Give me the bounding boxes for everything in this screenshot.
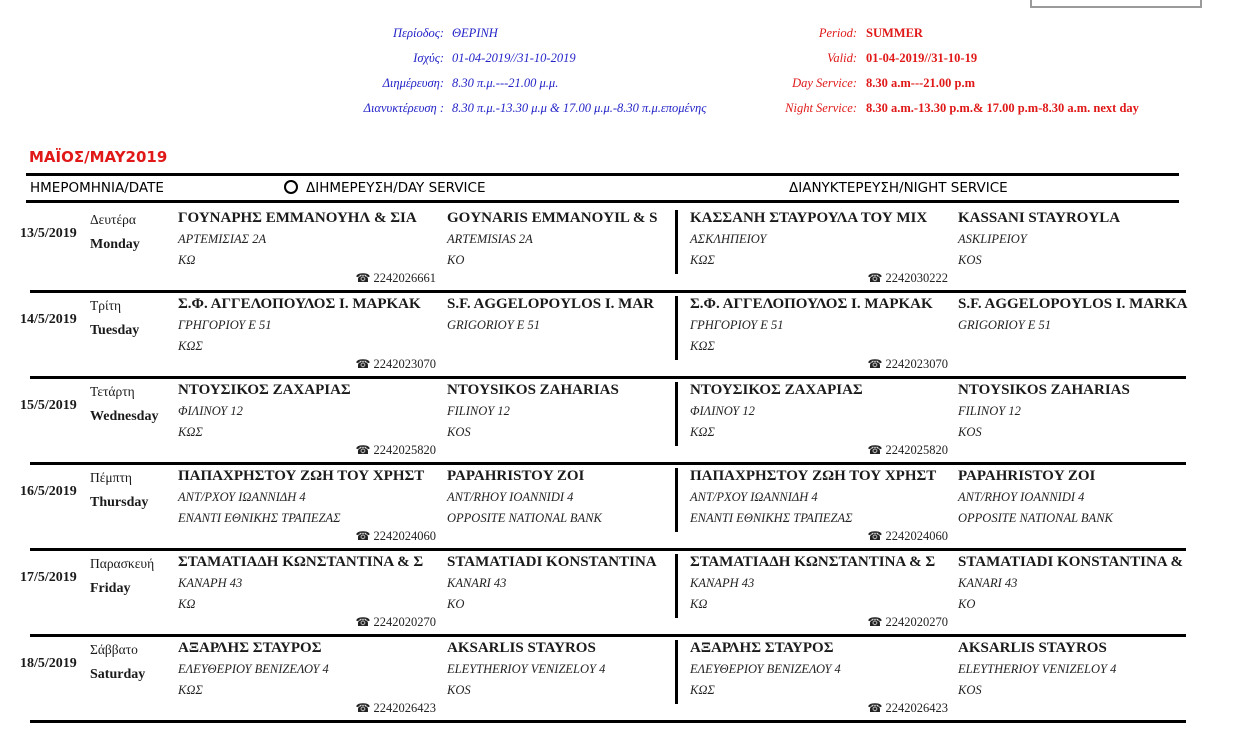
row-day-en: Monday (90, 237, 140, 252)
phone-icon: ☎ (867, 271, 883, 285)
phone-icon: ☎ (867, 615, 883, 629)
day-service-column-header (284, 180, 486, 196)
row-date: 18/5/2019 (20, 656, 77, 671)
night-label-en: Night Service: (785, 101, 857, 115)
night-label-gr: Διανυκτέρευση : (363, 101, 444, 115)
night-pharmacy-address-gr: ΑΝΤ/ΡΧΟΥ ΙΩΑΝΝΙΔΗ 4 (690, 490, 818, 504)
night-pharmacy-city-gr: ΚΩ (690, 597, 708, 611)
row-day-en: Friday (90, 581, 131, 596)
day-pharmacy-city-gr: ΚΩΣ (178, 339, 203, 353)
night-value-en: 8.30 a.m.-13.30 p.m.& 17.00 p.m-8.30 a.m. next day (866, 101, 1139, 115)
day-pharmacy-name-gr: ΠΑΠΑΧΡΗΣΤΟΥ ΖΩΗ ΤΟΥ ΧΡΗΣΤ (178, 468, 425, 484)
row-day-en: Saturday (90, 667, 146, 682)
night-pharmacy-name-gr: ΚΑΣΣΑΝΗ ΣΤΑΥΡΟΥΛΑ ΤΟΥ ΜΙΧ (690, 210, 928, 226)
night-pharmacy-address-en: ELEYTHERIOY VENIZELOY 4 (958, 662, 1117, 676)
row-day-gr: Σάββατο (90, 642, 138, 657)
row-day-gr: Δευτέρα (90, 212, 136, 227)
night-pharmacy-city-gr: ΚΩΣ (690, 683, 715, 697)
day-pharmacy-city-en: KO (447, 597, 465, 611)
phone-icon: ☎ (355, 529, 371, 543)
night-pharmacy-name-gr: Σ.Φ. ΑΓΓΕΛΟΠΟΥΛΟΣ Ι. ΜΑΡΚΑΚ (690, 296, 933, 312)
day-pharmacy-city-gr: ΚΩ (178, 597, 196, 611)
row-day-gr: Πέμπτη (90, 470, 132, 485)
row-day-gr: Τρίτη (90, 298, 122, 313)
header-bottom-rule (26, 200, 1179, 203)
day-pharmacy-phone (326, 615, 436, 630)
night-pharmacy-name-gr: ΝΤΟΥΣΙΚΟΣ ΖΑΧΑΡΙΑΣ (690, 382, 863, 398)
night-phone-number: 2242030222 (885, 271, 948, 285)
month-title: ΜΑΪΟΣ/MAY2019 (29, 148, 168, 166)
circle-icon (284, 180, 298, 194)
day-pharmacy-city-en: KOS (447, 425, 471, 439)
day-pharmacy-address-en: ELEYTHERIOY VENIZELOY 4 (447, 662, 606, 676)
phone-icon: ☎ (867, 443, 883, 457)
night-pharmacy-address-en: ANT/RHOY IOANNIDI 4 (958, 490, 1085, 504)
valid-label-en: Valid: (827, 51, 857, 65)
night-pharmacy-name-gr: ΠΑΠΑΧΡΗΣΤΟΥ ΖΩΗ ΤΟΥ ΧΡΗΣΤ (690, 468, 937, 484)
day-pharmacy-city-gr: ΕΝΑΝΤΙ ΕΘΝΙΚΗΣ ΤΡΑΠΕΖΑΣ (178, 511, 341, 525)
night-pharmacy-phone (838, 443, 948, 458)
night-pharmacy-name-en: STAMATIADI KONSTANTINA & (958, 554, 1184, 570)
day-phone-number: 2242026423 (373, 701, 436, 715)
day-pharmacy-phone (326, 701, 436, 716)
night-pharmacy-city-en: KOS (958, 253, 982, 267)
day-pharmacy-city-gr: ΚΩΣ (178, 683, 203, 697)
day-pharmacy-name-gr: ΣΤΑΜΑΤΙΑΔΗ ΚΩΝΣΤΑΝΤΙΝΑ & Σ (178, 554, 424, 570)
day-pharmacy-name-gr: ΓΟΥΝΑΡΗΣ ΕΜΜΑΝΟΥΗΛ & ΣΙΑ (178, 210, 417, 226)
night-pharmacy-address-en: ASKLIPEIOY (958, 232, 1027, 246)
night-pharmacy-city-gr: ΕΝΑΝΤΙ ΕΘΝΙΚΗΣ ΤΡΑΠΕΖΑΣ (690, 511, 853, 525)
day-pharmacy-address-gr: ΦΙΛΙΝΟΥ 12 (178, 404, 243, 418)
day-pharmacy-name-en: NTOYSIKOS ZAHARIAS (447, 382, 619, 398)
day-value-gr: 8.30 π.μ.---21.00 μ.μ. (452, 76, 559, 90)
night-pharmacy-phone (838, 529, 948, 544)
day-phone-number: 2242023070 (373, 357, 436, 371)
row-date: 15/5/2019 (20, 398, 77, 413)
day-phone-number: 2242025820 (373, 443, 436, 457)
night-pharmacy-city-gr: ΚΩΣ (690, 253, 715, 267)
night-phone-number: 2242020270 (885, 615, 948, 629)
row-rule (30, 720, 1186, 723)
day-pharmacy-address-en: GRIGORIOY E 51 (447, 318, 541, 332)
row-rule (30, 376, 1186, 379)
service-divider (675, 554, 678, 618)
row-rule (30, 290, 1186, 293)
day-pharmacy-city-en: KOS (447, 683, 471, 697)
day-phone-number: 2242026661 (373, 271, 436, 285)
top-right-box (1030, 0, 1202, 8)
night-pharmacy-phone (838, 271, 948, 286)
row-date: 16/5/2019 (20, 484, 77, 499)
night-pharmacy-name-gr: ΑΞΑΡΛΗΣ ΣΤΑΥΡΟΣ (690, 640, 834, 656)
row-day-gr: Παρασκευή (90, 556, 155, 571)
row-day-en: Wednesday (90, 409, 159, 424)
service-divider (675, 296, 678, 360)
service-divider (675, 210, 678, 274)
phone-icon: ☎ (355, 443, 371, 457)
night-value-gr: 8.30 π.μ.-13.30 μ.μ & 17.00 μ.μ.-8.30 π.μ.επομένης (452, 101, 707, 115)
period-value-en: SUMMER (866, 26, 923, 40)
day-pharmacy-city-gr: ΚΩ (178, 253, 196, 267)
row-rule (30, 548, 1186, 551)
valid-label-gr: Ισχύς: (413, 51, 444, 65)
day-pharmacy-phone (326, 357, 436, 372)
night-pharmacy-name-en: S.F. AGGELOPOYLOS I. MARKA (958, 296, 1188, 312)
day-pharmacy-address-en: FILINOY 12 (447, 404, 510, 418)
night-phone-number: 2242023070 (885, 357, 948, 371)
phone-icon: ☎ (867, 701, 883, 715)
night-pharmacy-phone (838, 701, 948, 716)
day-pharmacy-address-gr: ΑΝΤ/ΡΧΟΥ ΙΩΑΝΝΙΔΗ 4 (178, 490, 306, 504)
table-row (0, 638, 1236, 724)
night-pharmacy-name-gr: ΣΤΑΜΑΤΙΑΔΗ ΚΩΝΣΤΑΝΤΙΝΑ & Σ (690, 554, 936, 570)
day-pharmacy-name-en: S.F. AGGELOPOYLOS I. MAR (447, 296, 654, 312)
day-pharmacy-name-en: STAMATIADI KONSTANTINA (447, 554, 657, 570)
table-row (0, 294, 1236, 380)
valid-value-gr: 01-04-2019//31-10-2019 (452, 51, 576, 65)
night-pharmacy-city-en: KOS (958, 425, 982, 439)
phone-icon: ☎ (355, 615, 371, 629)
day-pharmacy-name-en: GOYNARIS EMMANOYIL & S (447, 210, 658, 226)
period-label-en: Period: (818, 26, 857, 40)
day-pharmacy-address-en: ANT/RHOY IOANNIDI 4 (447, 490, 574, 504)
day-pharmacy-name-gr: ΝΤΟΥΣΙΚΟΣ ΖΑΧΑΡΙΑΣ (178, 382, 351, 398)
night-pharmacy-address-en: FILINOY 12 (958, 404, 1021, 418)
night-pharmacy-address-en: KANARI 43 (958, 576, 1018, 590)
night-pharmacy-address-gr: ΕΛΕΥΘΕΡΙΟΥ ΒΕΝΙΖΕΛΟΥ 4 (690, 662, 841, 676)
day-pharmacy-address-gr: ΓΡΗΓΟΡΙΟΥ Ε 51 (178, 318, 272, 332)
day-pharmacy-address-en: KANARI 43 (447, 576, 507, 590)
row-day-en: Thursday (90, 495, 149, 510)
night-pharmacy-city-en: KO (958, 597, 976, 611)
phone-icon: ☎ (355, 701, 371, 715)
day-pharmacy-address-en: ARTEMISIAS 2A (447, 232, 533, 246)
night-phone-number: 2242025820 (885, 443, 948, 457)
row-rule (30, 634, 1186, 637)
night-service-column-header: ΔΙΑΝΥΚΤΕΡΕΥΣΗ/NIGHT SERVICE (789, 180, 1008, 196)
phone-icon: ☎ (355, 271, 371, 285)
service-divider (675, 468, 678, 532)
day-phone-number: 2242024060 (373, 529, 436, 543)
day-pharmacy-phone (326, 529, 436, 544)
night-pharmacy-name-en: PAPAHRISTOY ZOI (958, 468, 1096, 484)
night-pharmacy-name-en: NTOYSIKOS ZAHARIAS (958, 382, 1130, 398)
header-top-rule (26, 173, 1179, 176)
table-row (0, 466, 1236, 552)
day-pharmacy-name-gr: ΑΞΑΡΛΗΣ ΣΤΑΥΡΟΣ (178, 640, 322, 656)
row-date: 13/5/2019 (20, 226, 77, 241)
row-day-gr: Τετάρτη (90, 384, 135, 399)
table-row (0, 208, 1236, 294)
night-pharmacy-name-en: KASSANI STAYROYLA (958, 210, 1121, 226)
row-date: 17/5/2019 (20, 570, 77, 585)
service-divider (675, 382, 678, 446)
night-pharmacy-phone (838, 615, 948, 630)
night-phone-number: 2242026423 (885, 701, 948, 715)
day-label-gr: Διημέρευση: (382, 76, 444, 90)
row-date: 14/5/2019 (20, 312, 77, 327)
day-pharmacy-address-gr: ΚΑΝΑΡΗ 43 (178, 576, 243, 590)
table-row (0, 380, 1236, 466)
period-value-gr: ΘΕΡΙΝΗ (452, 26, 498, 40)
row-day-en: Tuesday (90, 323, 140, 338)
night-phone-number: 2242024060 (885, 529, 948, 543)
day-pharmacy-address-gr: ΕΛΕΥΘΕΡΙΟΥ ΒΕΝΙΖΕΛΟΥ 4 (178, 662, 329, 676)
night-pharmacy-address-gr: ΓΡΗΓΟΡΙΟΥ Ε 51 (690, 318, 784, 332)
day-label-en: Day Service: (792, 76, 857, 90)
night-pharmacy-name-en: AKSARLIS STAYROS (958, 640, 1107, 656)
night-pharmacy-city-en: OPPOSITE NATIONAL BANK (958, 511, 1113, 525)
day-pharmacy-name-en: PAPAHRISTOY ZOI (447, 468, 585, 484)
day-value-en: 8.30 a.m---21.00 p.m (866, 76, 976, 90)
day-pharmacy-name-gr: Σ.Φ. ΑΓΓΕΛΟΠΟΥΛΟΣ Ι. ΜΑΡΚΑΚ (178, 296, 421, 312)
night-pharmacy-city-gr: ΚΩΣ (690, 339, 715, 353)
row-rule (30, 462, 1186, 465)
day-pharmacy-city-en: OPPOSITE NATIONAL BANK (447, 511, 602, 525)
day-pharmacy-city-gr: ΚΩΣ (178, 425, 203, 439)
day-pharmacy-phone (326, 271, 436, 286)
night-pharmacy-city-en: KOS (958, 683, 982, 697)
day-pharmacy-city-en: KO (447, 253, 465, 267)
night-pharmacy-address-gr: ΚΑΝΑΡΗ 43 (690, 576, 755, 590)
table-row (0, 552, 1236, 638)
valid-value-en: 01-04-2019//31-10-19 (866, 51, 978, 65)
phone-icon: ☎ (355, 357, 371, 371)
day-service-header-label: ΔΙΗΜΕΡΕΥΣΗ/DAY SERVICE (306, 180, 486, 196)
date-column-header: ΗΜΕΡΟΜΗΝΙΑ/DATE (30, 180, 164, 196)
phone-icon: ☎ (867, 357, 883, 371)
service-divider (675, 640, 678, 704)
phone-icon: ☎ (867, 529, 883, 543)
night-pharmacy-address-gr: ΦΙΛΙΝΟΥ 12 (690, 404, 755, 418)
day-pharmacy-phone (326, 443, 436, 458)
day-pharmacy-name-en: AKSARLIS STAYROS (447, 640, 596, 656)
night-pharmacy-phone (838, 357, 948, 372)
day-pharmacy-address-gr: ΑΡΤΕΜΙΣΙΑΣ 2Α (178, 232, 267, 246)
night-pharmacy-city-gr: ΚΩΣ (690, 425, 715, 439)
day-phone-number: 2242020270 (373, 615, 436, 629)
period-label-gr: Περίοδος: (393, 26, 444, 40)
night-pharmacy-address-gr: ΑΣΚΛΗΠΕΙΟΥ (690, 232, 767, 246)
night-pharmacy-address-en: GRIGORIOY E 51 (958, 318, 1052, 332)
